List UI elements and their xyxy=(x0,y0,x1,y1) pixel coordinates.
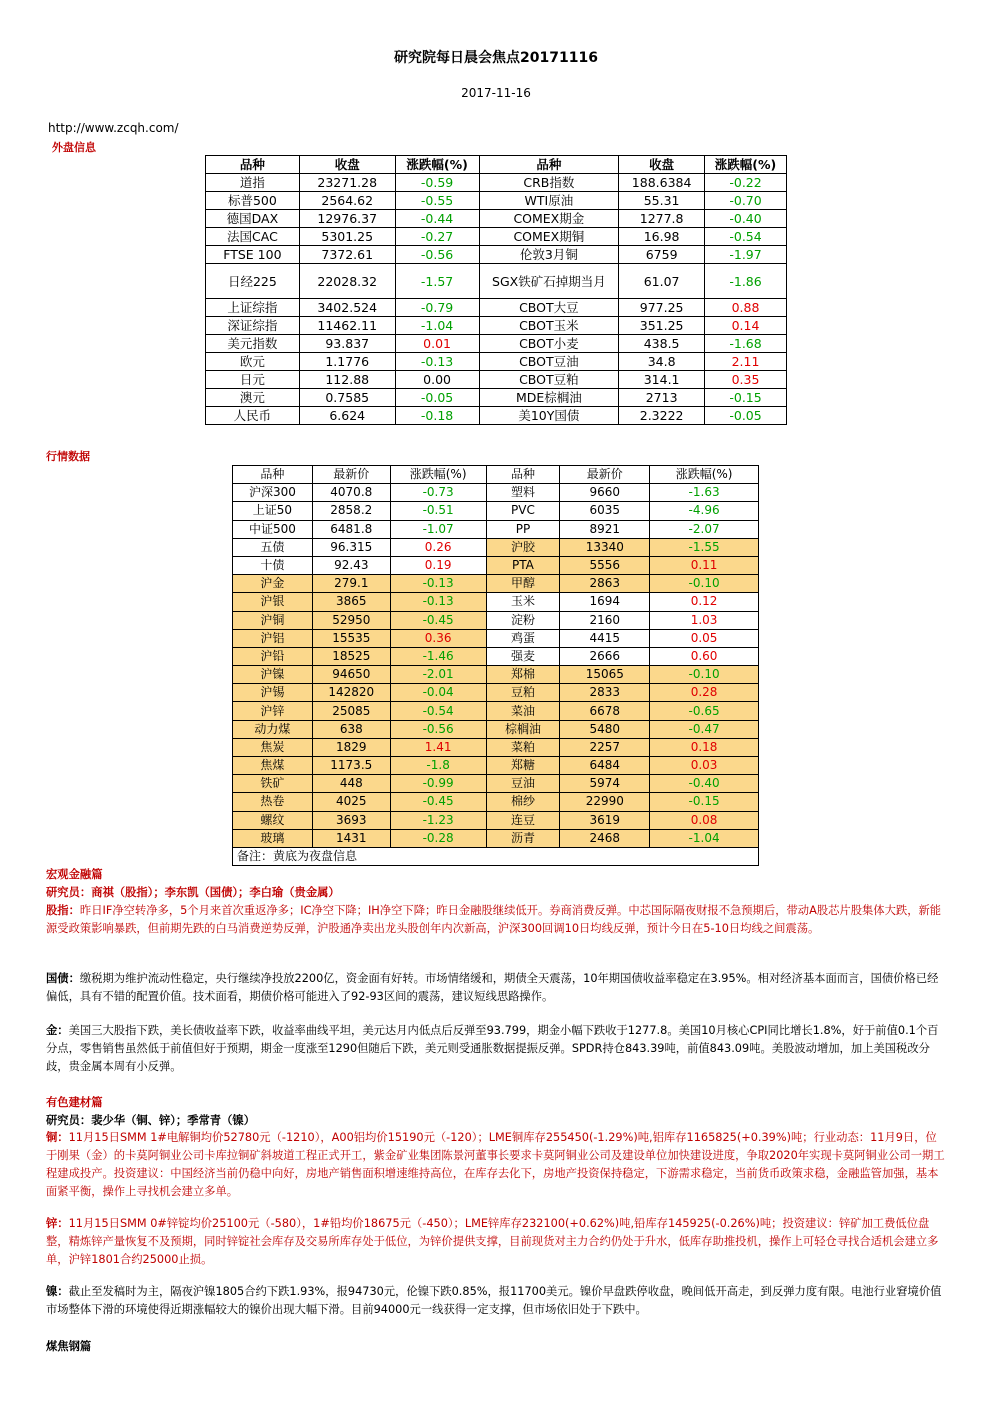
change-pct: -0.79 xyxy=(395,299,479,317)
instrument-name: 沪铜 xyxy=(233,611,313,629)
change-pct: -0.15 xyxy=(705,389,787,407)
latest-price: 6678 xyxy=(560,702,650,720)
change-pct: -0.99 xyxy=(390,775,486,793)
metals-copper-paragraph xyxy=(46,1129,946,1201)
change-pct: -1.8 xyxy=(390,757,486,775)
change-pct: -0.55 xyxy=(395,192,479,210)
latest-price: 1829 xyxy=(312,738,390,756)
change-pct: -0.22 xyxy=(705,174,787,192)
instrument-name: 沥青 xyxy=(486,829,560,847)
change-pct: 1.03 xyxy=(650,611,759,629)
close-value: 1277.8 xyxy=(619,210,705,228)
change-pct: -0.04 xyxy=(390,684,486,702)
metals-zinc-paragraph xyxy=(46,1215,946,1269)
change-pct: 2.11 xyxy=(705,353,787,371)
instrument-name: CBOT豆粕 xyxy=(479,371,619,389)
change-pct: 0.12 xyxy=(650,593,759,611)
latest-price: 6481.8 xyxy=(312,520,390,538)
close-value: 2713 xyxy=(619,389,705,407)
change-pct: -0.56 xyxy=(395,246,479,264)
table-row xyxy=(233,757,759,775)
column-header: 涨跌幅(%) xyxy=(390,466,486,484)
table-row xyxy=(233,556,759,574)
change-pct: 0.01 xyxy=(395,335,479,353)
instrument-name: 人民币 xyxy=(206,407,300,425)
change-pct: -1.46 xyxy=(390,647,486,665)
instrument-name: 中证500 xyxy=(233,520,313,538)
close-value: 6759 xyxy=(619,246,705,264)
latest-price: 92.43 xyxy=(312,556,390,574)
latest-price: 94650 xyxy=(312,666,390,684)
table-row xyxy=(233,793,759,811)
change-pct: 0.03 xyxy=(650,757,759,775)
latest-price: 2666 xyxy=(560,647,650,665)
instrument-name: 连豆 xyxy=(486,811,560,829)
change-pct: 0.60 xyxy=(650,647,759,665)
change-pct: 0.35 xyxy=(705,371,787,389)
table-row xyxy=(233,611,759,629)
instrument-name: 玉米 xyxy=(486,593,560,611)
latest-price: 8921 xyxy=(560,520,650,538)
latest-price: 3619 xyxy=(560,811,650,829)
zinc-text: 11月15日SMM 0#锌锭均价25100元（-580），1#铅均价18675元（-450）；LME锌库存232100(+0.62%)吨,铅库存145925(-0.26%)吨；投资建议：锌矿加工费低位盘整，精炼锌产量恢复不及预期，同时锌锭社会库存及交易所库存处于低位，为锌价提供支撑，目前现货对主力合约仍处于升水，低库存助推投机，操作上可轻仓寻找合适机会建立多单，沪锌1801合约25000止损。 xyxy=(46,1217,939,1266)
metals-nickel-paragraph xyxy=(46,1283,946,1319)
column-header: 最新价 xyxy=(312,466,390,484)
instrument-name: WTI原油 xyxy=(479,192,619,210)
close-value: 23271.28 xyxy=(299,174,395,192)
coal-heading: 煤焦钢篇 xyxy=(46,1340,92,1353)
instrument-name: CBOT小麦 xyxy=(479,335,619,353)
instrument-name: 欧元 xyxy=(206,353,300,371)
instrument-name: 豆粕 xyxy=(486,684,560,702)
instrument-name: 热卷 xyxy=(233,793,313,811)
instrument-name: 沪银 xyxy=(233,593,313,611)
latest-price: 448 xyxy=(312,775,390,793)
change-pct: 0.88 xyxy=(705,299,787,317)
column-header: 品种 xyxy=(479,156,619,174)
close-value: 7372.61 xyxy=(299,246,395,264)
close-value: 2564.62 xyxy=(299,192,395,210)
change-pct: -1.68 xyxy=(705,335,787,353)
table-row xyxy=(233,502,759,520)
instrument-name: 上证综指 xyxy=(206,299,300,317)
table-row xyxy=(206,299,787,317)
change-pct: 0.05 xyxy=(650,629,759,647)
change-pct: -1.23 xyxy=(390,811,486,829)
macro-bond-paragraph xyxy=(46,970,946,1006)
instrument-name: 澳元 xyxy=(206,389,300,407)
latest-price: 18525 xyxy=(312,647,390,665)
latest-price: 5974 xyxy=(560,775,650,793)
latest-price: 5556 xyxy=(560,556,650,574)
instrument-name: 沪铅 xyxy=(233,647,313,665)
table-row xyxy=(206,246,787,264)
table-row xyxy=(206,371,787,389)
change-pct: -0.28 xyxy=(390,829,486,847)
close-value: 55.31 xyxy=(619,192,705,210)
table-row xyxy=(233,829,759,847)
latest-price: 13340 xyxy=(560,538,650,556)
table-row xyxy=(233,720,759,738)
instrument-name: 日经225 xyxy=(206,264,300,299)
instrument-name: 菜油 xyxy=(486,702,560,720)
latest-price: 52950 xyxy=(312,611,390,629)
instrument-name: 动力煤 xyxy=(233,720,313,738)
gold-label: 金： xyxy=(46,1024,69,1037)
change-pct: 0.00 xyxy=(395,371,479,389)
change-pct: -1.63 xyxy=(650,484,759,502)
bond-text: 缴税期为维护流动性稳定，央行继续净投放2200亿，资金面有好转。市场情绪缓和，期债全天震荡，10年期国债收益率稳定在3.95%。相对经济基本面而言，国债价格已经偏低，具有不错的配置价值。技术面看，期债价格可能进入了92-93区间的震荡，建议短线思路操作。 xyxy=(46,972,939,1003)
change-pct: -1.86 xyxy=(705,264,787,299)
close-value: 11462.11 xyxy=(299,317,395,335)
change-pct: 0.11 xyxy=(650,556,759,574)
table-row xyxy=(206,317,787,335)
table-row xyxy=(206,335,787,353)
change-pct: 0.14 xyxy=(705,317,787,335)
instrument-name: 日元 xyxy=(206,371,300,389)
instrument-name: 五债 xyxy=(233,538,313,556)
table-header-row xyxy=(206,156,787,174)
change-pct: -0.13 xyxy=(390,575,486,593)
latest-price: 638 xyxy=(312,720,390,738)
instrument-name: 豆油 xyxy=(486,775,560,793)
instrument-name: SGX铁矿石掉期当月 xyxy=(479,264,619,299)
copper-label: 铜： xyxy=(46,1131,69,1144)
instrument-name: 焦煤 xyxy=(233,757,313,775)
metals-heading: 有色建材篇 xyxy=(46,1096,103,1109)
domestic-market-table xyxy=(232,465,759,866)
close-value: 5301.25 xyxy=(299,228,395,246)
instrument-name: 塑料 xyxy=(486,484,560,502)
zinc-label: 锌： xyxy=(46,1217,69,1230)
change-pct: -0.27 xyxy=(395,228,479,246)
instrument-name: CBOT玉米 xyxy=(479,317,619,335)
change-pct: -1.04 xyxy=(650,829,759,847)
latest-price: 3693 xyxy=(312,811,390,829)
macro-heading: 宏观金融篇 xyxy=(46,868,103,881)
table-row xyxy=(233,538,759,556)
instrument-name: COMEX期铜 xyxy=(479,228,619,246)
close-value: 2.3222 xyxy=(619,407,705,425)
latest-price: 96.315 xyxy=(312,538,390,556)
table-header-row xyxy=(233,466,759,484)
macro-stock-paragraph xyxy=(46,902,946,938)
instrument-name: 沪金 xyxy=(233,575,313,593)
instrument-name: 上证50 xyxy=(233,502,313,520)
latest-price: 2833 xyxy=(560,684,650,702)
instrument-name: 沪深300 xyxy=(233,484,313,502)
instrument-name: 十债 xyxy=(233,556,313,574)
column-header: 涨跌幅(%) xyxy=(395,156,479,174)
instrument-name: 螺纹 xyxy=(233,811,313,829)
instrument-name: CRB指数 xyxy=(479,174,619,192)
table-row xyxy=(233,811,759,829)
instrument-name: 玻璃 xyxy=(233,829,313,847)
latest-price: 25085 xyxy=(312,702,390,720)
table-row xyxy=(233,647,759,665)
close-value: 314.1 xyxy=(619,371,705,389)
stock-label: 股指： xyxy=(46,904,80,917)
change-pct: 0.36 xyxy=(390,629,486,647)
latest-price: 1173.5 xyxy=(312,757,390,775)
latest-price: 279.1 xyxy=(312,575,390,593)
change-pct: 0.18 xyxy=(650,738,759,756)
change-pct: -1.97 xyxy=(705,246,787,264)
change-pct: -0.73 xyxy=(390,484,486,502)
latest-price: 2257 xyxy=(560,738,650,756)
nickel-text: 截止至发稿时为主，隔夜沪镍1805合约下跌1.93%，报94730元，伦镍下跌0.85%，报11700美元。镍价早盘跌停收盘，晚间低开高走，到反弹力度有限。电池行业窘境价值市场整体下滑的环境使得近期涨幅较大的镍价出现大幅下滑。目前94000元一线获得一定支撑，但市场依旧处于下跌中。 xyxy=(46,1285,942,1316)
report-date: 2017-11-16 xyxy=(461,86,531,100)
instrument-name: 美元指数 xyxy=(206,335,300,353)
table-row xyxy=(206,228,787,246)
close-value: 351.25 xyxy=(619,317,705,335)
latest-price: 4070.8 xyxy=(312,484,390,502)
instrument-name: 强麦 xyxy=(486,647,560,665)
close-value: 112.88 xyxy=(299,371,395,389)
latest-price: 4025 xyxy=(312,793,390,811)
table-row xyxy=(233,684,759,702)
change-pct: 0.19 xyxy=(390,556,486,574)
instrument-name: 沪胶 xyxy=(486,538,560,556)
instrument-name: 深证综指 xyxy=(206,317,300,335)
table-note-row xyxy=(233,847,759,865)
close-value: 438.5 xyxy=(619,335,705,353)
website-link[interactable]: http://www.zcqh.com/ xyxy=(48,121,179,135)
macro-gold-paragraph xyxy=(46,1022,946,1076)
change-pct: -0.40 xyxy=(650,775,759,793)
close-value: 61.07 xyxy=(619,264,705,299)
column-header: 收盘 xyxy=(299,156,395,174)
instrument-name: PTA xyxy=(486,556,560,574)
close-value: 188.6384 xyxy=(619,174,705,192)
instrument-name: 郑糖 xyxy=(486,757,560,775)
latest-price: 6484 xyxy=(560,757,650,775)
close-value: 977.25 xyxy=(619,299,705,317)
change-pct: 0.26 xyxy=(390,538,486,556)
instrument-name: FTSE 100 xyxy=(206,246,300,264)
change-pct: -1.55 xyxy=(650,538,759,556)
latest-price: 2468 xyxy=(560,829,650,847)
change-pct: 0.08 xyxy=(650,811,759,829)
instrument-name: 棕榈油 xyxy=(486,720,560,738)
close-value: 34.8 xyxy=(619,353,705,371)
change-pct: 1.41 xyxy=(390,738,486,756)
latest-price: 15535 xyxy=(312,629,390,647)
column-header: 涨跌幅(%) xyxy=(705,156,787,174)
change-pct: 0.28 xyxy=(650,684,759,702)
change-pct: -0.51 xyxy=(390,502,486,520)
close-value: 3402.524 xyxy=(299,299,395,317)
change-pct: -0.45 xyxy=(390,793,486,811)
change-pct: -0.47 xyxy=(650,720,759,738)
instrument-name: 棉纱 xyxy=(486,793,560,811)
instrument-name: 道指 xyxy=(206,174,300,192)
instrument-name: PP xyxy=(486,520,560,538)
close-value: 22028.32 xyxy=(299,264,395,299)
latest-price: 5480 xyxy=(560,720,650,738)
latest-price: 6035 xyxy=(560,502,650,520)
table-row xyxy=(233,666,759,684)
change-pct: -0.10 xyxy=(650,666,759,684)
table-row xyxy=(233,484,759,502)
instrument-name: 淀粉 xyxy=(486,611,560,629)
table-row xyxy=(206,192,787,210)
instrument-name: COMEX期金 xyxy=(479,210,619,228)
change-pct: -0.59 xyxy=(395,174,479,192)
instrument-name: 标普500 xyxy=(206,192,300,210)
latest-price: 22990 xyxy=(560,793,650,811)
column-header: 涨跌幅(%) xyxy=(650,466,759,484)
latest-price: 4415 xyxy=(560,629,650,647)
change-pct: -0.18 xyxy=(395,407,479,425)
column-header: 收盘 xyxy=(619,156,705,174)
change-pct: -2.07 xyxy=(650,520,759,538)
latest-price: 1431 xyxy=(312,829,390,847)
table-row xyxy=(233,575,759,593)
section-external-title: 外盘信息 xyxy=(52,141,96,154)
table-row xyxy=(233,775,759,793)
change-pct: -0.05 xyxy=(395,389,479,407)
instrument-name: 伦敦3月铜 xyxy=(479,246,619,264)
change-pct: -0.15 xyxy=(650,793,759,811)
page-title: 研究院每日晨会焦点20171116 xyxy=(394,50,598,66)
change-pct: -0.13 xyxy=(395,353,479,371)
change-pct: -2.01 xyxy=(390,666,486,684)
close-value: 0.7585 xyxy=(299,389,395,407)
instrument-name: 德国DAX xyxy=(206,210,300,228)
gold-text: 美国三大股指下跌，美长债收益率下跌，收益率曲线平坦，美元达月内低点后反弹至93.799，期金小幅下跌收于1277.8。美国10月核心CPI同比增长1.8%，好于前值0.1个百分点，零售销售虽然低于前值但好于预期，期金一度涨至1290但随后下跌，美元则受通胀数据提振反弹。SPDR持仓843.39吨，前值843.09吨。美股波动增加，加上美国税改分歧，贵金属本周有小反弹。 xyxy=(46,1024,939,1073)
instrument-name: MDE棕榈油 xyxy=(479,389,619,407)
instrument-name: PVC xyxy=(486,502,560,520)
change-pct: -0.54 xyxy=(390,702,486,720)
table-row xyxy=(206,389,787,407)
table-row xyxy=(233,738,759,756)
latest-price: 3865 xyxy=(312,593,390,611)
change-pct: -0.70 xyxy=(705,192,787,210)
change-pct: -0.44 xyxy=(395,210,479,228)
change-pct: -4.96 xyxy=(650,502,759,520)
instrument-name: 甲醇 xyxy=(486,575,560,593)
latest-price: 9660 xyxy=(560,484,650,502)
change-pct: -0.56 xyxy=(390,720,486,738)
instrument-name: 沪锡 xyxy=(233,684,313,702)
macro-researchers: 研究员：商祺（股指）；李东凯（国债）；李白瑜（贵金属） xyxy=(46,886,340,899)
table-row xyxy=(206,264,787,299)
close-value: 93.837 xyxy=(299,335,395,353)
table-row xyxy=(233,520,759,538)
instrument-name: 菜粕 xyxy=(486,738,560,756)
instrument-name: CBOT大豆 xyxy=(479,299,619,317)
table-row xyxy=(233,629,759,647)
latest-price: 2160 xyxy=(560,611,650,629)
latest-price: 2858.2 xyxy=(312,502,390,520)
change-pct: -0.13 xyxy=(390,593,486,611)
latest-price: 1694 xyxy=(560,593,650,611)
close-value: 1.1776 xyxy=(299,353,395,371)
column-header: 品种 xyxy=(486,466,560,484)
change-pct: -0.05 xyxy=(705,407,787,425)
instrument-name: 美10Y国债 xyxy=(479,407,619,425)
latest-price: 142820 xyxy=(312,684,390,702)
change-pct: -0.40 xyxy=(705,210,787,228)
bond-label: 国债： xyxy=(46,972,80,985)
close-value: 16.98 xyxy=(619,228,705,246)
instrument-name: 郑棉 xyxy=(486,666,560,684)
change-pct: -0.54 xyxy=(705,228,787,246)
instrument-name: 沪铝 xyxy=(233,629,313,647)
change-pct: -1.04 xyxy=(395,317,479,335)
table-row xyxy=(206,407,787,425)
metals-researchers: 研究员：裴少华（铜、锌）；季常青（镍） xyxy=(46,1114,255,1127)
instrument-name: 铁矿 xyxy=(233,775,313,793)
instrument-name: CBOT豆油 xyxy=(479,353,619,371)
column-header: 品种 xyxy=(206,156,300,174)
change-pct: -0.10 xyxy=(650,575,759,593)
copper-text: 11月15日SMM 1#电解铜均价52780元（-1210），A00铝均价15190元（-120）；LME铜库存255450(-1.29%)吨,铝库存1165825(+0.39%)吨；行业动态：11月9日，位于刚果（金）的卡莫阿铜业公司卡库拉铜矿斜坡道工程正式开工，紫金矿业集团陈景河董事长要求卡莫阿铜业公司及建设单位加快建设进度，争取2020年实现卡莫阿铜业公司一期工程建成投产。投资建议：中国经济当前仍稳中向好，房地产销售面积增速维持高位，在库存去化下，房地产投资保持稳定，下游需求稳定，当前货币政策求稳，金融监管加强，基本面紧平衡，操作上寻找机会建立多单。 xyxy=(46,1131,945,1198)
stock-text: 昨日IF净空转净多，5个月来首次重返净多；IC净空下降；IH净空下降；昨日金融股继续低开。券商消费反弹。中芯国际隔夜财报不急预期后，带动A股芯片股集体大跌，新能源受政策影响暴跌，但前期先跌的白马消费逆势反弹，沪股通净卖出龙头股创年内次新高，沪深300回调10日均线反弹，预计今日在5-10日均线之间震荡。 xyxy=(46,904,942,935)
table-row xyxy=(233,593,759,611)
change-pct: -1.57 xyxy=(395,264,479,299)
latest-price: 2863 xyxy=(560,575,650,593)
table-row xyxy=(206,210,787,228)
night-session-note: 备注：黄底为夜盘信息 xyxy=(233,847,759,865)
external-market-table xyxy=(205,155,787,425)
change-pct: -0.45 xyxy=(390,611,486,629)
instrument-name: 沪镍 xyxy=(233,666,313,684)
instrument-name: 沪锌 xyxy=(233,702,313,720)
instrument-name: 法国CAC xyxy=(206,228,300,246)
table-row xyxy=(233,702,759,720)
change-pct: -1.07 xyxy=(390,520,486,538)
table-row xyxy=(206,353,787,371)
close-value: 6.624 xyxy=(299,407,395,425)
latest-price: 15065 xyxy=(560,666,650,684)
change-pct: -0.65 xyxy=(650,702,759,720)
instrument-name: 焦炭 xyxy=(233,738,313,756)
column-header: 最新价 xyxy=(560,466,650,484)
close-value: 12976.37 xyxy=(299,210,395,228)
table-row xyxy=(206,174,787,192)
column-header: 品种 xyxy=(233,466,313,484)
instrument-name: 鸡蛋 xyxy=(486,629,560,647)
nickel-label: 镍： xyxy=(46,1285,69,1298)
section-market-title: 行情数据 xyxy=(46,450,90,463)
